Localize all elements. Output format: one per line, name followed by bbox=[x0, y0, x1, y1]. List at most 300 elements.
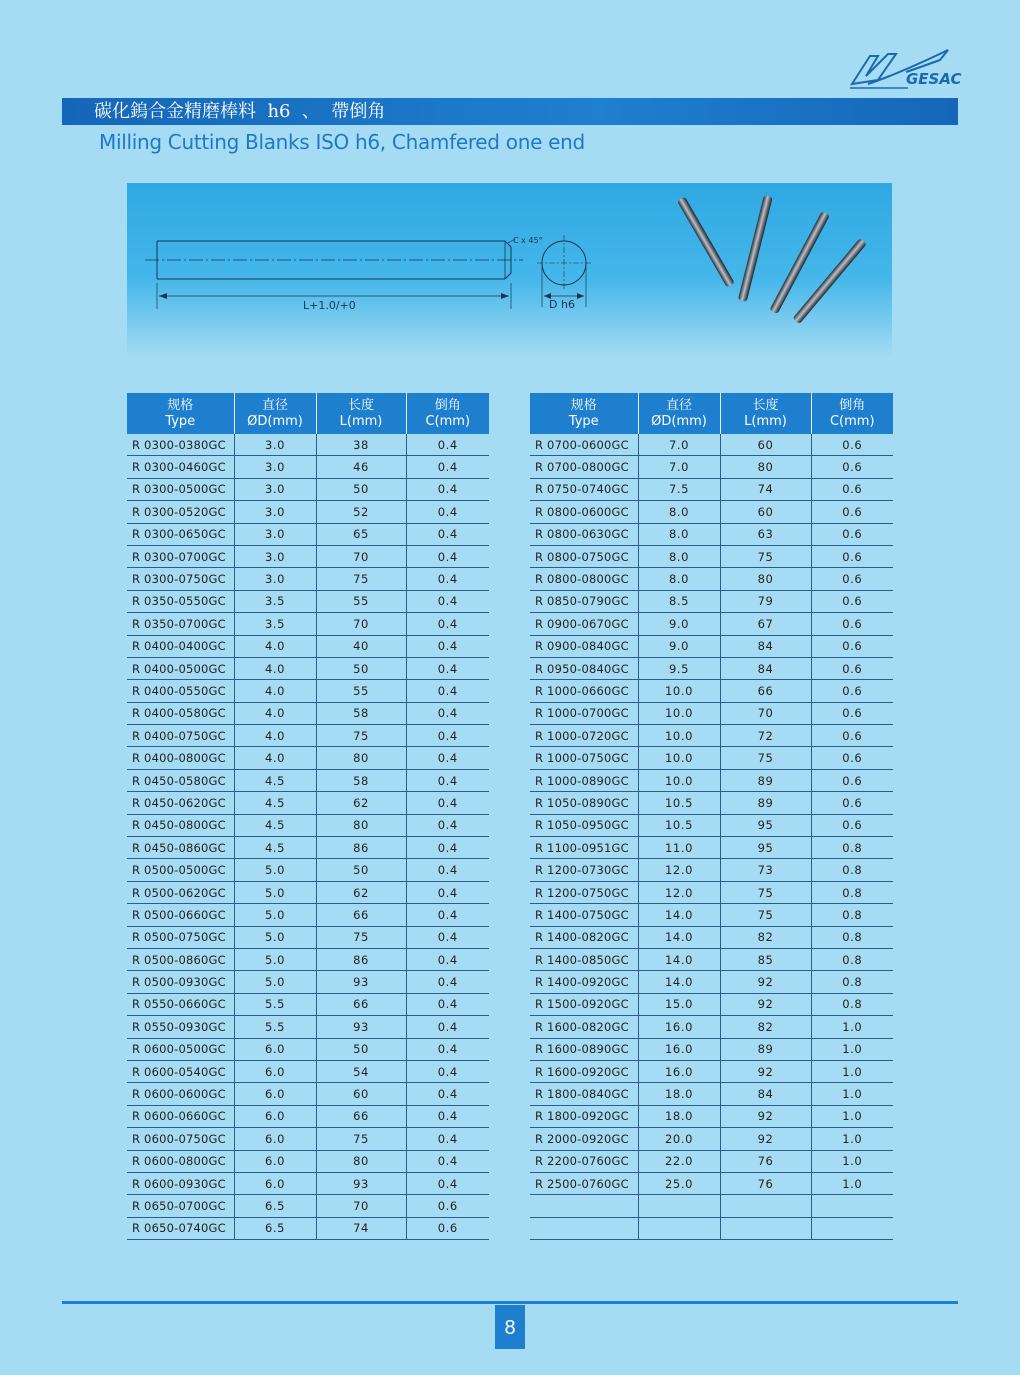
table-row bbox=[530, 881, 893, 903]
cell-chamfer: 0.4 bbox=[406, 1083, 489, 1105]
cell-chamfer: 0.4 bbox=[406, 747, 489, 769]
cell-chamfer: 1.0 bbox=[811, 1016, 893, 1038]
cell-type: R 1400-0850GC bbox=[530, 948, 638, 970]
cell-type: R 0500-0500GC bbox=[127, 859, 234, 881]
table-row bbox=[127, 1038, 489, 1060]
cell-diameter: 7.0 bbox=[638, 456, 720, 478]
cell-chamfer: 0.6 bbox=[406, 1195, 489, 1217]
cell-type bbox=[530, 1217, 638, 1239]
cell-type: R 0300-0700GC bbox=[127, 545, 234, 567]
cell-type: R 0700-0800GC bbox=[530, 456, 638, 478]
cell-diameter: 7.0 bbox=[638, 434, 720, 456]
cell-length: 52 bbox=[316, 501, 406, 523]
carbide-rods-photo bbox=[677, 195, 867, 324]
cell-type: R 0400-0500GC bbox=[127, 657, 234, 679]
cell-type: R 1400-0920GC bbox=[530, 971, 638, 993]
cell-diameter: 3.0 bbox=[234, 545, 316, 567]
cell-diameter: 4.0 bbox=[234, 635, 316, 657]
cell-type: R 0600-0600GC bbox=[127, 1083, 234, 1105]
cell-length: 74 bbox=[720, 478, 811, 500]
cell-length: 62 bbox=[316, 792, 406, 814]
cell-length: 75 bbox=[720, 904, 811, 926]
cell-type: R 0600-0500GC bbox=[127, 1038, 234, 1060]
cell-diameter: 9.5 bbox=[638, 657, 720, 679]
cell-type: R 0750-0740GC bbox=[530, 478, 638, 500]
cell-length: 38 bbox=[316, 434, 406, 456]
cell-chamfer: 0.4 bbox=[406, 859, 489, 881]
cell-type: R 0500-0750GC bbox=[127, 926, 234, 948]
cell-chamfer bbox=[811, 1195, 893, 1217]
cell-chamfer: 0.8 bbox=[811, 993, 893, 1015]
cell-diameter: 10.0 bbox=[638, 680, 720, 702]
cell-chamfer: 0.8 bbox=[811, 948, 893, 970]
table-row bbox=[127, 635, 489, 657]
cell-diameter: 5.0 bbox=[234, 971, 316, 993]
cell-length: 55 bbox=[316, 590, 406, 612]
table-row bbox=[127, 590, 489, 612]
cell-diameter: 3.5 bbox=[234, 590, 316, 612]
cell-chamfer: 0.6 bbox=[811, 814, 893, 836]
cell-diameter: 3.0 bbox=[234, 501, 316, 523]
cell-type: R 0300-0650GC bbox=[127, 523, 234, 545]
cell-length: 50 bbox=[316, 859, 406, 881]
cell-length: 86 bbox=[316, 948, 406, 970]
cell-type: R 0300-0380GC bbox=[127, 434, 234, 456]
cell-type: R 0300-0750GC bbox=[127, 568, 234, 590]
cell-diameter: 4.0 bbox=[234, 725, 316, 747]
cell-length: 72 bbox=[720, 725, 811, 747]
col-header-length: 长度 L(mm) bbox=[316, 393, 406, 434]
cell-diameter: 8.0 bbox=[638, 545, 720, 567]
cell-type: R 0500-0620GC bbox=[127, 881, 234, 903]
cell-chamfer: 1.0 bbox=[811, 1083, 893, 1105]
cell-diameter: 6.5 bbox=[234, 1195, 316, 1217]
cell-chamfer: 0.6 bbox=[811, 635, 893, 657]
table-row bbox=[530, 702, 893, 724]
diameter-label: D h6 bbox=[549, 298, 575, 311]
cell-chamfer: 0.4 bbox=[406, 792, 489, 814]
rod-drawing bbox=[127, 183, 892, 358]
cell-chamfer: 1.0 bbox=[811, 1172, 893, 1194]
cell-length: 80 bbox=[720, 456, 811, 478]
table-row bbox=[127, 434, 489, 456]
cell-chamfer: 0.6 bbox=[811, 747, 893, 769]
cell-diameter: 5.5 bbox=[234, 993, 316, 1015]
cell-type: R 0600-0540GC bbox=[127, 1060, 234, 1082]
cell-length: 93 bbox=[316, 1016, 406, 1038]
cell-type: R 0600-0800GC bbox=[127, 1150, 234, 1172]
cell-chamfer: 0.6 bbox=[406, 1217, 489, 1239]
cell-length: 95 bbox=[720, 837, 811, 859]
table-row bbox=[127, 859, 489, 881]
cell-diameter: 5.0 bbox=[234, 881, 316, 903]
table-row bbox=[127, 948, 489, 970]
cell-diameter: 15.0 bbox=[638, 993, 720, 1015]
cell-length: 80 bbox=[316, 747, 406, 769]
cell-chamfer: 0.4 bbox=[406, 545, 489, 567]
cell-diameter: 4.0 bbox=[234, 747, 316, 769]
cell-chamfer: 0.4 bbox=[406, 1150, 489, 1172]
cell-chamfer: 0.4 bbox=[406, 568, 489, 590]
cell-length: 46 bbox=[316, 456, 406, 478]
col-header-chamfer: 倒角 C(mm) bbox=[406, 393, 489, 434]
table-row bbox=[530, 837, 893, 859]
cell-type: R 0700-0600GC bbox=[530, 434, 638, 456]
cell-length: 50 bbox=[316, 1038, 406, 1060]
table-row bbox=[530, 1016, 893, 1038]
cell-length: 92 bbox=[720, 971, 811, 993]
cell-length: 70 bbox=[316, 613, 406, 635]
cell-diameter: 4.5 bbox=[234, 792, 316, 814]
cell-type: R 0800-0630GC bbox=[530, 523, 638, 545]
cell-type: R 0300-0500GC bbox=[127, 478, 234, 500]
cell-length: 50 bbox=[316, 657, 406, 679]
cell-length: 60 bbox=[316, 1083, 406, 1105]
table-row bbox=[127, 1105, 489, 1127]
table-row bbox=[127, 1172, 489, 1194]
table-row bbox=[530, 993, 893, 1015]
cell-length bbox=[720, 1217, 811, 1239]
col-header-diameter: 直径 ØD(mm) bbox=[638, 393, 720, 434]
cell-type: R 0450-0580GC bbox=[127, 769, 234, 791]
cell-chamfer: 0.4 bbox=[406, 434, 489, 456]
cell-diameter: 10.0 bbox=[638, 702, 720, 724]
cell-chamfer: 0.6 bbox=[811, 501, 893, 523]
table-row bbox=[530, 1083, 893, 1105]
cell-length: 89 bbox=[720, 1038, 811, 1060]
cell-diameter: 18.0 bbox=[638, 1105, 720, 1127]
cell-length: 85 bbox=[720, 948, 811, 970]
cell-diameter: 20.0 bbox=[638, 1128, 720, 1150]
cell-length: 73 bbox=[720, 859, 811, 881]
table-row bbox=[127, 702, 489, 724]
cell-chamfer: 0.4 bbox=[406, 725, 489, 747]
cell-diameter: 5.0 bbox=[234, 948, 316, 970]
cell-chamfer: 0.4 bbox=[406, 680, 489, 702]
table-row bbox=[530, 501, 893, 523]
cell-diameter: 4.0 bbox=[234, 657, 316, 679]
cell-chamfer: 0.6 bbox=[811, 613, 893, 635]
cell-length: 84 bbox=[720, 1083, 811, 1105]
cell-diameter: 6.0 bbox=[234, 1128, 316, 1150]
table-row bbox=[530, 434, 893, 456]
table-row bbox=[530, 948, 893, 970]
cell-length: 66 bbox=[316, 1105, 406, 1127]
cell-type: R 0350-0700GC bbox=[127, 613, 234, 635]
table-row bbox=[127, 1150, 489, 1172]
cell-diameter: 8.0 bbox=[638, 501, 720, 523]
cell-diameter: 14.0 bbox=[638, 926, 720, 948]
cell-type: R 0550-0660GC bbox=[127, 993, 234, 1015]
logo-text: GESAC bbox=[906, 70, 962, 88]
cell-type: R 1800-0840GC bbox=[530, 1083, 638, 1105]
footer-divider bbox=[62, 1301, 958, 1304]
cell-chamfer: 0.6 bbox=[811, 590, 893, 612]
cell-diameter: 10.0 bbox=[638, 747, 720, 769]
cell-type: R 1200-0750GC bbox=[530, 881, 638, 903]
table-row bbox=[127, 926, 489, 948]
col-header-length: 长度 L(mm) bbox=[720, 393, 811, 434]
cell-length: 93 bbox=[316, 971, 406, 993]
table-row bbox=[530, 680, 893, 702]
cell-length: 66 bbox=[316, 904, 406, 926]
cell-type: R 0450-0800GC bbox=[127, 814, 234, 836]
cell-chamfer: 0.4 bbox=[406, 971, 489, 993]
cell-chamfer: 0.4 bbox=[406, 523, 489, 545]
cell-type: R 0400-0800GC bbox=[127, 747, 234, 769]
cell-chamfer: 0.4 bbox=[406, 926, 489, 948]
cell-type: R 1800-0920GC bbox=[530, 1105, 638, 1127]
cell-diameter: 10.0 bbox=[638, 725, 720, 747]
cell-length: 60 bbox=[720, 434, 811, 456]
cell-diameter: 22.0 bbox=[638, 1150, 720, 1172]
cell-type: R 0500-0660GC bbox=[127, 904, 234, 926]
table-row bbox=[530, 545, 893, 567]
cell-diameter: 4.5 bbox=[234, 814, 316, 836]
table-row bbox=[127, 837, 489, 859]
cell-length: 75 bbox=[720, 545, 811, 567]
cell-chamfer: 0.6 bbox=[811, 702, 893, 724]
table-row bbox=[530, 478, 893, 500]
cell-chamfer: 0.6 bbox=[811, 434, 893, 456]
table-row bbox=[530, 568, 893, 590]
cell-diameter: 3.5 bbox=[234, 613, 316, 635]
table-row bbox=[530, 814, 893, 836]
table-row bbox=[530, 904, 893, 926]
table-row bbox=[530, 657, 893, 679]
cell-length: 80 bbox=[316, 814, 406, 836]
cell-type: R 1000-0750GC bbox=[530, 747, 638, 769]
cell-diameter: 8.5 bbox=[638, 590, 720, 612]
table-row bbox=[127, 613, 489, 635]
cell-chamfer: 0.4 bbox=[406, 904, 489, 926]
cell-length: 92 bbox=[720, 993, 811, 1015]
cell-type: R 0800-0600GC bbox=[530, 501, 638, 523]
cell-diameter: 3.0 bbox=[234, 568, 316, 590]
cell-chamfer: 0.6 bbox=[811, 680, 893, 702]
cell-type: R 0300-0460GC bbox=[127, 456, 234, 478]
cell-chamfer: 0.4 bbox=[406, 613, 489, 635]
cell-length: 92 bbox=[720, 1128, 811, 1150]
cell-chamfer: 0.6 bbox=[811, 456, 893, 478]
cell-diameter: 9.0 bbox=[638, 613, 720, 635]
cell-type: R 0800-0800GC bbox=[530, 568, 638, 590]
cell-chamfer: 1.0 bbox=[811, 1060, 893, 1082]
cell-length: 89 bbox=[720, 792, 811, 814]
cell-diameter: 8.0 bbox=[638, 523, 720, 545]
cell-type: R 1000-0720GC bbox=[530, 725, 638, 747]
cell-type: R 0900-0670GC bbox=[530, 613, 638, 635]
cell-length: 95 bbox=[720, 814, 811, 836]
cell-length: 66 bbox=[720, 680, 811, 702]
cell-chamfer: 0.4 bbox=[406, 478, 489, 500]
table-row bbox=[127, 545, 489, 567]
cell-chamfer: 0.8 bbox=[811, 904, 893, 926]
table-row bbox=[530, 1038, 893, 1060]
cell-length: 63 bbox=[720, 523, 811, 545]
table-row bbox=[127, 1195, 489, 1217]
cell-type: R 1400-0820GC bbox=[530, 926, 638, 948]
cell-chamfer: 0.4 bbox=[406, 1105, 489, 1127]
cell-length: 89 bbox=[720, 769, 811, 791]
cell-type: R 0900-0840GC bbox=[530, 635, 638, 657]
table-row bbox=[127, 881, 489, 903]
table-row bbox=[127, 478, 489, 500]
spec-table-left bbox=[127, 393, 489, 1240]
cell-length: 92 bbox=[720, 1060, 811, 1082]
cell-type: R 0950-0840GC bbox=[530, 657, 638, 679]
cell-type: R 0850-0790GC bbox=[530, 590, 638, 612]
cell-length: 80 bbox=[316, 1150, 406, 1172]
table-row bbox=[127, 993, 489, 1015]
cell-diameter: 6.0 bbox=[234, 1083, 316, 1105]
cell-chamfer: 0.4 bbox=[406, 501, 489, 523]
cell-diameter: 16.0 bbox=[638, 1038, 720, 1060]
cell-diameter: 12.0 bbox=[638, 859, 720, 881]
cell-length: 60 bbox=[720, 501, 811, 523]
cell-type: R 1000-0660GC bbox=[530, 680, 638, 702]
cell-type: R 0400-0550GC bbox=[127, 680, 234, 702]
table-row bbox=[127, 792, 489, 814]
cell-length: 80 bbox=[720, 568, 811, 590]
cell-diameter: 4.5 bbox=[234, 769, 316, 791]
cell-diameter: 6.5 bbox=[234, 1217, 316, 1239]
cell-diameter: 6.0 bbox=[234, 1060, 316, 1082]
cell-diameter: 10.5 bbox=[638, 814, 720, 836]
cell-type: R 0450-0620GC bbox=[127, 792, 234, 814]
table-row bbox=[530, 769, 893, 791]
cell-chamfer: 0.6 bbox=[811, 725, 893, 747]
cell-diameter: 6.0 bbox=[234, 1150, 316, 1172]
cell-length: 55 bbox=[316, 680, 406, 702]
table-row bbox=[530, 1128, 893, 1150]
cell-length: 75 bbox=[316, 725, 406, 747]
table-row bbox=[127, 501, 489, 523]
cell-chamfer: 1.0 bbox=[811, 1105, 893, 1127]
cell-chamfer: 0.4 bbox=[406, 456, 489, 478]
table-row bbox=[530, 1060, 893, 1082]
cell-type: R 0350-0550GC bbox=[127, 590, 234, 612]
cell-chamfer bbox=[811, 1217, 893, 1239]
cell-chamfer: 0.6 bbox=[811, 568, 893, 590]
cell-length: 40 bbox=[316, 635, 406, 657]
cell-diameter: 5.0 bbox=[234, 859, 316, 881]
table-row bbox=[530, 1172, 893, 1194]
cell-diameter: 14.0 bbox=[638, 971, 720, 993]
table-row bbox=[530, 456, 893, 478]
table-row bbox=[127, 1217, 489, 1239]
table-row bbox=[530, 1217, 893, 1239]
cell-chamfer: 0.4 bbox=[406, 837, 489, 859]
cell-diameter: 16.0 bbox=[638, 1016, 720, 1038]
table-row bbox=[530, 635, 893, 657]
cell-chamfer: 1.0 bbox=[811, 1128, 893, 1150]
cell-diameter: 3.0 bbox=[234, 478, 316, 500]
cell-diameter bbox=[638, 1195, 720, 1217]
table-row bbox=[127, 456, 489, 478]
cell-type: R 1000-0890GC bbox=[530, 769, 638, 791]
cell-type: R 0550-0930GC bbox=[127, 1016, 234, 1038]
cell-diameter: 6.0 bbox=[234, 1105, 316, 1127]
cell-diameter: 10.0 bbox=[638, 769, 720, 791]
table-row bbox=[127, 568, 489, 590]
cell-length: 54 bbox=[316, 1060, 406, 1082]
cell-diameter: 3.0 bbox=[234, 523, 316, 545]
cell-type: R 0800-0750GC bbox=[530, 545, 638, 567]
cell-type: R 0500-0930GC bbox=[127, 971, 234, 993]
cell-chamfer: 0.8 bbox=[811, 971, 893, 993]
cell-type: R 2200-0760GC bbox=[530, 1150, 638, 1172]
cell-type: R 1050-0950GC bbox=[530, 814, 638, 836]
table-row bbox=[530, 971, 893, 993]
cell-chamfer: 0.4 bbox=[406, 1128, 489, 1150]
cell-type: R 1400-0750GC bbox=[530, 904, 638, 926]
cell-diameter: 5.0 bbox=[234, 904, 316, 926]
table-row bbox=[127, 747, 489, 769]
table-row bbox=[127, 725, 489, 747]
cell-length: 84 bbox=[720, 657, 811, 679]
cell-length: 75 bbox=[316, 926, 406, 948]
cell-chamfer: 0.4 bbox=[406, 948, 489, 970]
spec-table-right bbox=[530, 393, 893, 1240]
cell-chamfer: 1.0 bbox=[811, 1150, 893, 1172]
cell-diameter: 3.0 bbox=[234, 434, 316, 456]
cell-diameter bbox=[638, 1217, 720, 1239]
col-header-type: 规格 Type bbox=[127, 393, 234, 434]
cell-length: 75 bbox=[720, 747, 811, 769]
cell-length: 58 bbox=[316, 769, 406, 791]
cell-diameter: 5.0 bbox=[234, 926, 316, 948]
table-row bbox=[530, 590, 893, 612]
col-header-type: 规格 Type bbox=[530, 393, 638, 434]
table-row bbox=[127, 1060, 489, 1082]
cell-diameter: 11.0 bbox=[638, 837, 720, 859]
cell-length: 82 bbox=[720, 926, 811, 948]
cell-chamfer: 0.4 bbox=[406, 1060, 489, 1082]
cell-diameter: 14.0 bbox=[638, 948, 720, 970]
table-row bbox=[530, 1105, 893, 1127]
table-row bbox=[530, 926, 893, 948]
cell-diameter: 18.0 bbox=[638, 1083, 720, 1105]
cell-chamfer: 0.8 bbox=[811, 926, 893, 948]
table-row bbox=[530, 613, 893, 635]
cell-chamfer: 0.4 bbox=[406, 702, 489, 724]
cell-type: R 0450-0860GC bbox=[127, 837, 234, 859]
cell-diameter: 8.0 bbox=[638, 568, 720, 590]
cell-chamfer: 0.4 bbox=[406, 814, 489, 836]
cell-diameter: 12.0 bbox=[638, 881, 720, 903]
cell-length: 92 bbox=[720, 1105, 811, 1127]
cell-length: 76 bbox=[720, 1172, 811, 1194]
table-row bbox=[127, 904, 489, 926]
cell-length: 65 bbox=[316, 523, 406, 545]
cell-diameter: 25.0 bbox=[638, 1172, 720, 1194]
length-label: L+1.0/+0 bbox=[303, 299, 356, 312]
page-title-en: Milling Cutting Blanks ISO h6, Chamfered one end bbox=[99, 130, 585, 154]
cell-chamfer: 0.4 bbox=[406, 657, 489, 679]
cell-chamfer: 1.0 bbox=[811, 1038, 893, 1060]
page-title-cn: 碳化鎢合金精磨棒料 h6 、 帶倒角 bbox=[62, 98, 958, 125]
table-row bbox=[530, 1150, 893, 1172]
cell-type: R 0600-0930GC bbox=[127, 1172, 234, 1194]
cell-chamfer: 0.8 bbox=[811, 837, 893, 859]
table-row bbox=[530, 725, 893, 747]
cell-length: 70 bbox=[316, 1195, 406, 1217]
col-header-diameter: 直径 ØD(mm) bbox=[234, 393, 316, 434]
cell-length: 93 bbox=[316, 1172, 406, 1194]
table-row bbox=[530, 859, 893, 881]
chamfer-label: C x 45° bbox=[513, 236, 543, 245]
